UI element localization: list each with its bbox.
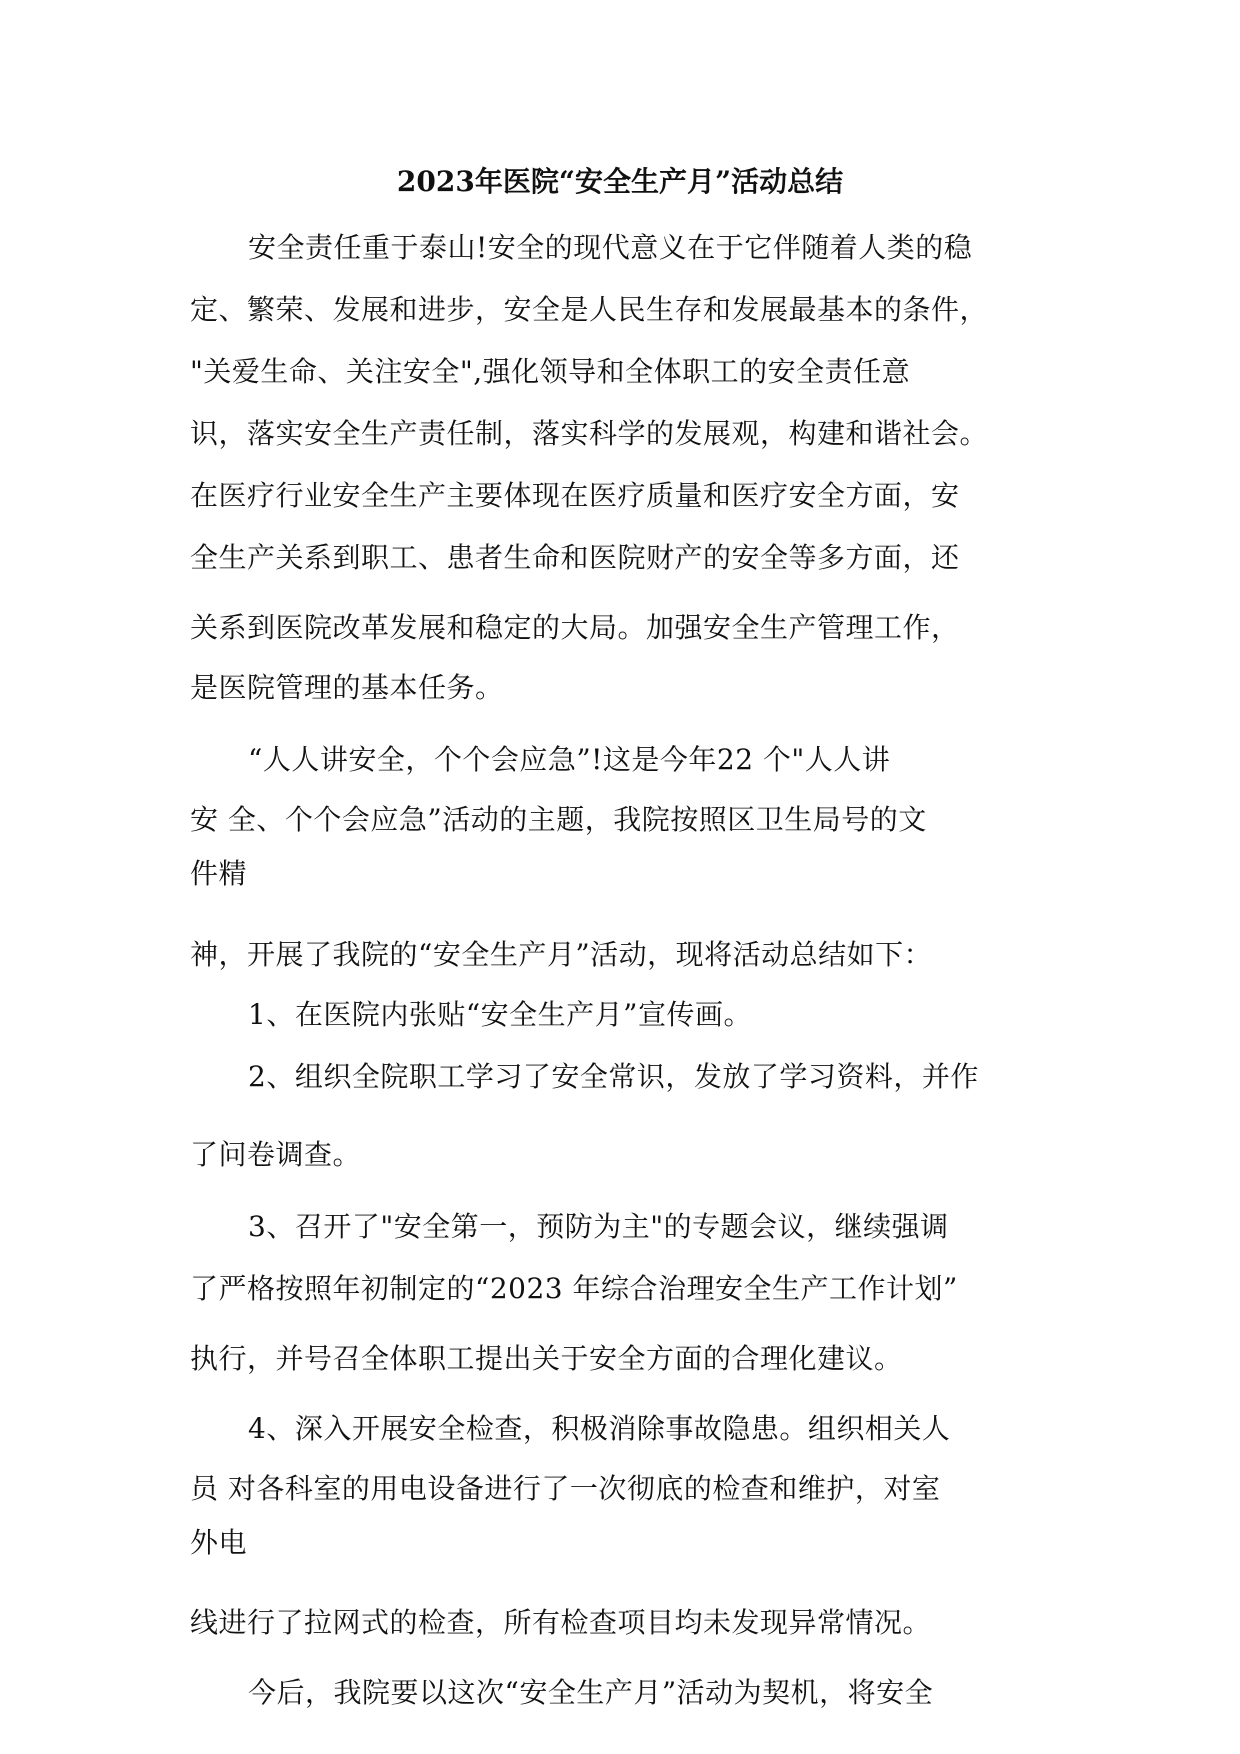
text-line: 今后，我院要以这次“安全生产月”活动为契机，将安全: [248, 1676, 934, 1709]
text-line: 定、繁荣、发展和进步，安全是人民生存和发展最基本的条件，: [190, 293, 989, 326]
text-line: 安 全、个个会应急”活动的主题，我院按照区卫生局号的文: [190, 803, 927, 836]
text-line: 3、召开了"安全第一，预防为主"的专题会议，继续强调: [248, 1210, 949, 1243]
text-line: “人人讲安全，个个会应急”!这是今年22 个"人人讲: [248, 743, 891, 776]
text-line: 执行，并号召全体职工提出关于安全方面的合理化建议。: [190, 1342, 903, 1375]
text-line: 了问卷调查。: [190, 1138, 362, 1171]
text-line: "关爱生命、关注安全",强化领导和全体职工的安全责任意: [190, 355, 911, 388]
text-line: 线进行了拉网式的检查，所有检查项目均未发现异常情况。: [190, 1606, 932, 1639]
text-line: 外电: [190, 1526, 248, 1559]
text-line: 是医院管理的基本任务。: [190, 671, 504, 704]
text-line: 神，开展了我院的“安全生产月”活动，现将活动总结如下：: [190, 938, 933, 971]
document-title: 2023年医院“安全生产月”活动总结: [396, 165, 844, 198]
text-line: 在医疗行业安全生产主要体现在医疗质量和医疗安全方面，安: [190, 479, 960, 512]
text-line: 了严格按照年初制定的“2023 年综合治理安全生产工作计划”: [190, 1272, 958, 1305]
text-line: 员 对各科室的用电设备进行了一次彻底的检查和维护，对室: [190, 1472, 941, 1505]
text-line: 件精: [190, 857, 248, 890]
text-line: 4、深入开展安全检查，积极消除事故隐患。组织相关人: [248, 1412, 951, 1445]
text-line: 安全责任重于泰山!安全的现代意义在于它伴随着人类的稳: [248, 231, 973, 264]
text-line: 2、组织全院职工学习了安全常识，发放了学习资料，并作: [248, 1060, 979, 1093]
text-line: 全生产关系到职工、患者生命和医院财产的安全等多方面，还: [190, 541, 960, 574]
text-line: 识，落实安全生产责任制，落实科学的发展观，构建和谐社会。: [190, 417, 989, 450]
text-line: 1、在医院内张贴“安全生产月”宣传画。: [248, 998, 752, 1031]
text-line: 关系到医院改革发展和稳定的大局。加强安全生产管理工作，: [190, 611, 960, 644]
